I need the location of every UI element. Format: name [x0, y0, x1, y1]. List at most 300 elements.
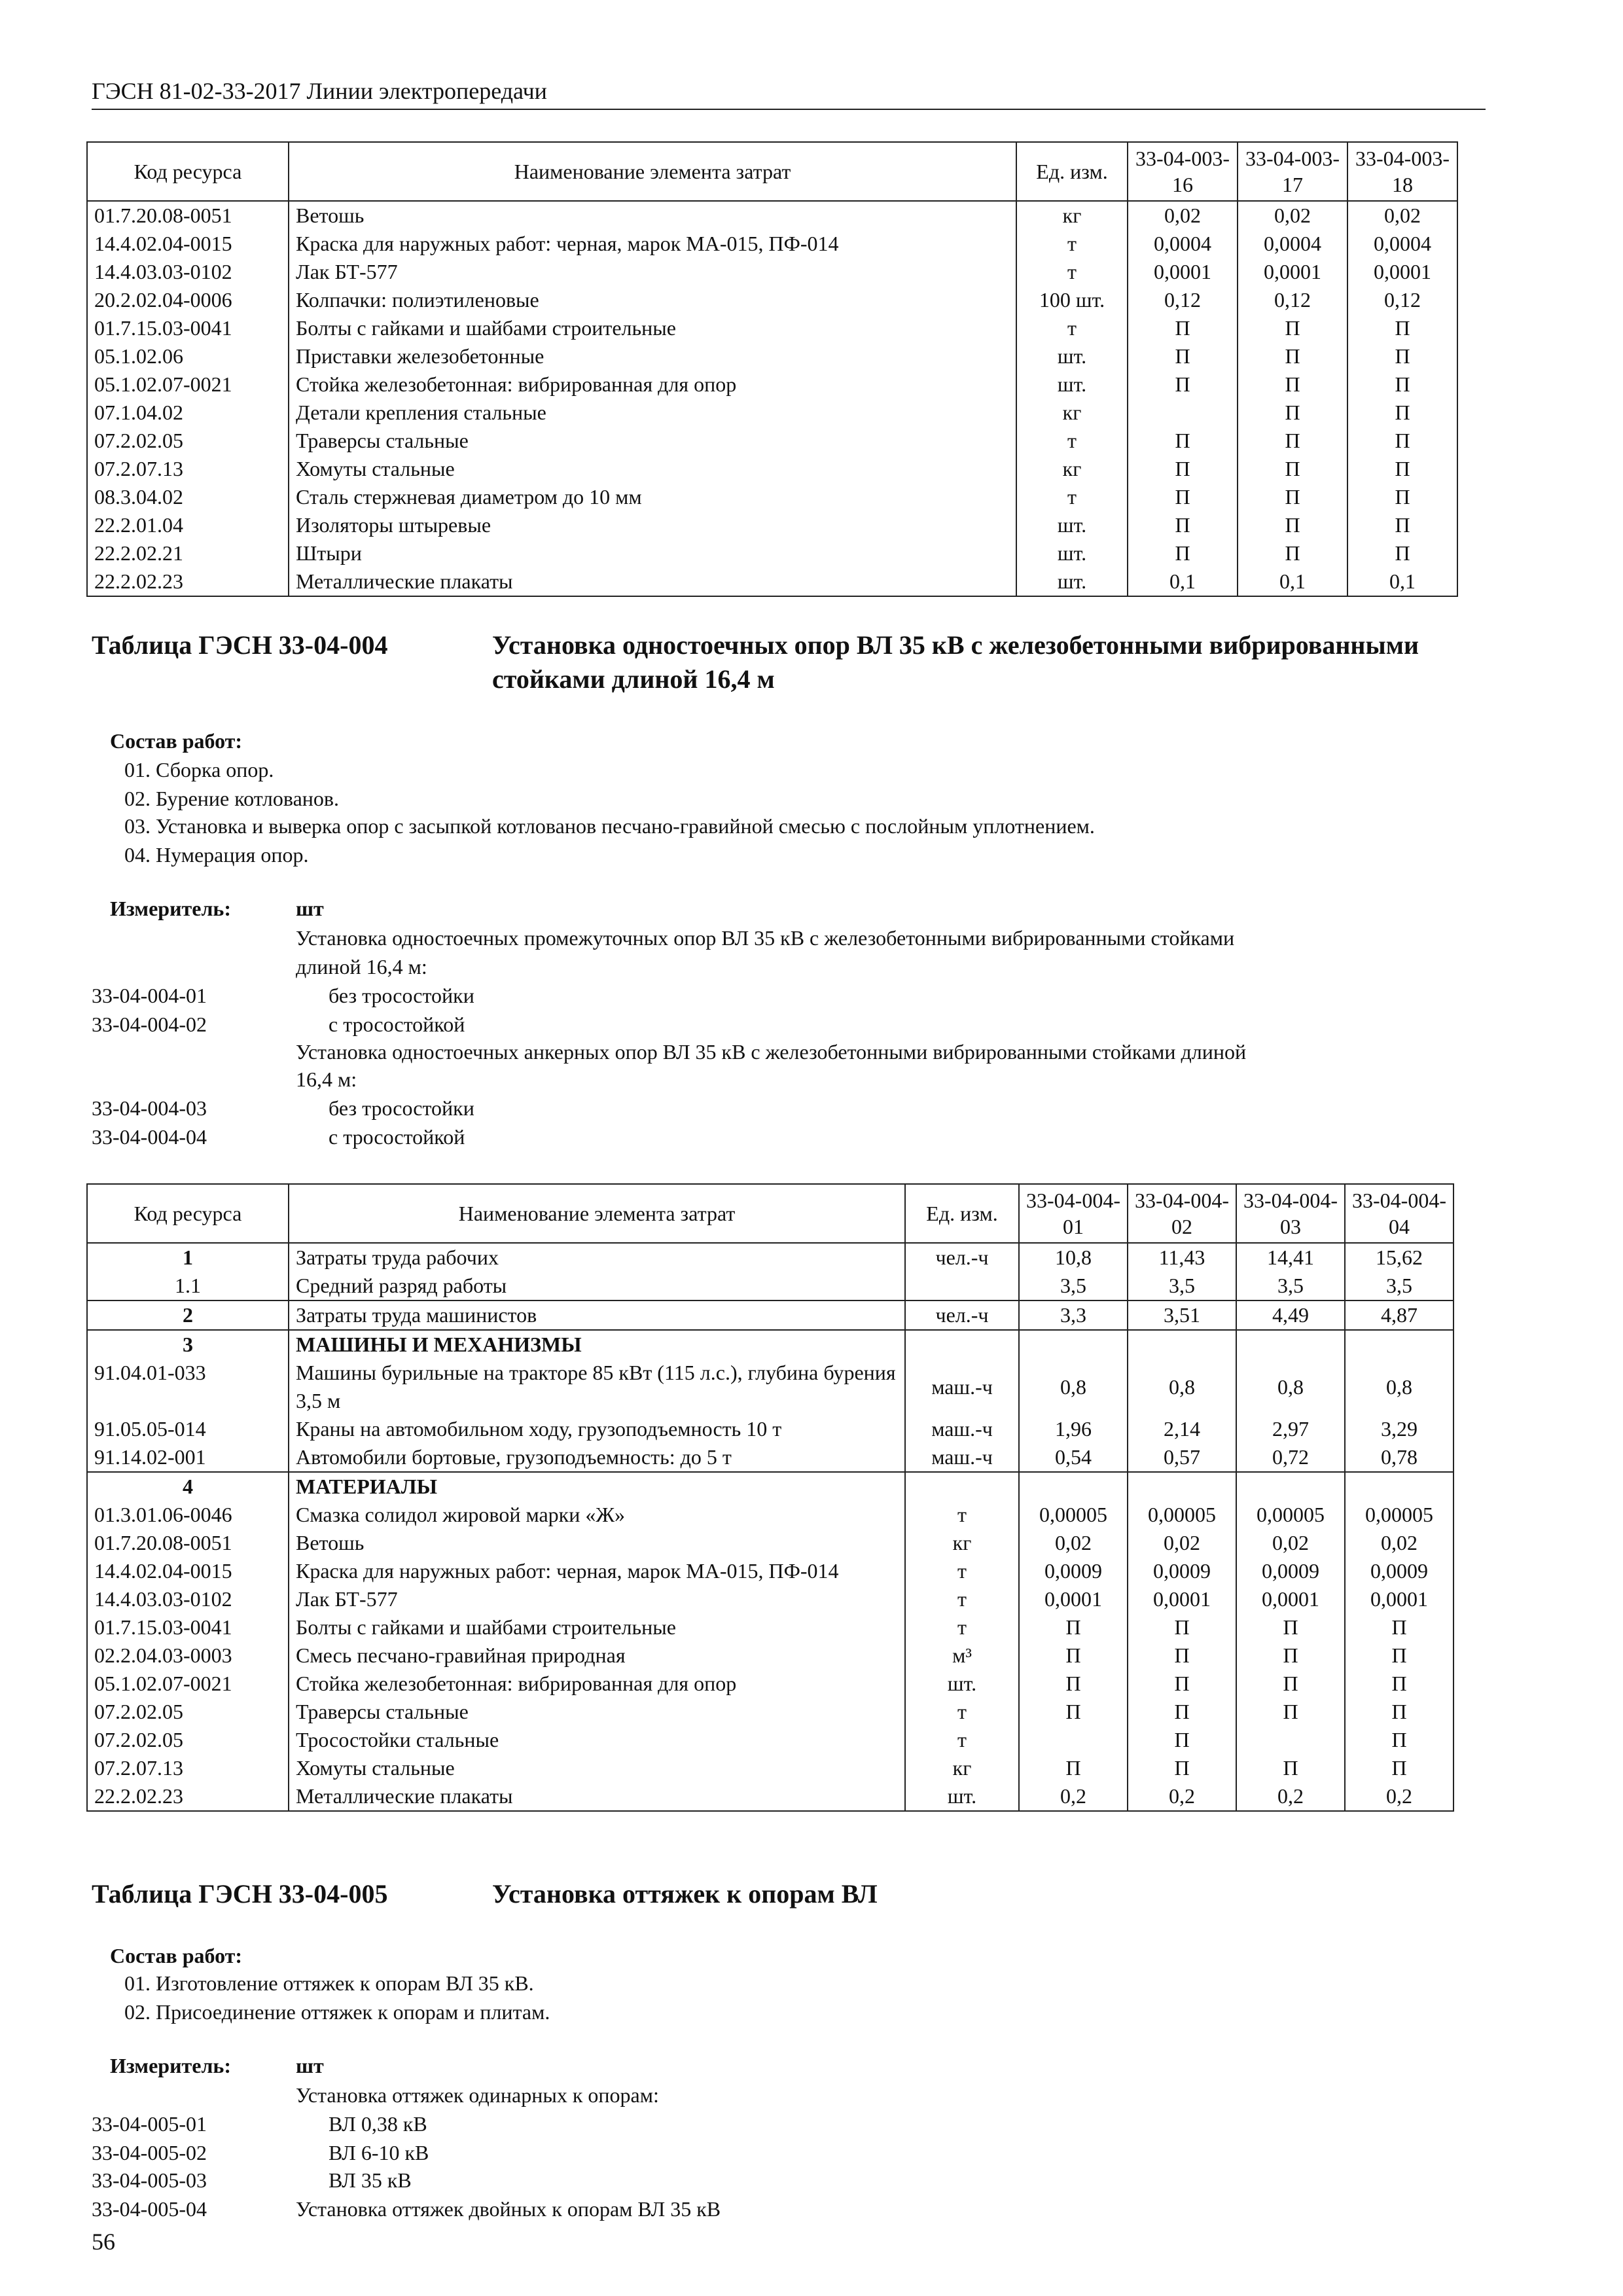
unit-cell: шт.	[1016, 567, 1128, 596]
unit-cell: маш.-ч	[905, 1415, 1019, 1443]
value-cell	[1019, 1330, 1128, 1359]
resource-name-cell: Болты с гайками и шайбами строительные	[289, 1613, 905, 1641]
value-cell: 0,0001	[1019, 1585, 1128, 1613]
value-cell: 0,00005	[1019, 1501, 1128, 1529]
table-row	[87, 1529, 1454, 1557]
resource-table-003	[86, 141, 1458, 597]
unit-cell: кг	[905, 1754, 1019, 1782]
resource-code-cell: 4	[87, 1472, 289, 1501]
value-cell: 3,5	[1019, 1272, 1128, 1300]
resource-name-cell: Краны на автомобильном ходу, грузоподъемность 10 т	[289, 1415, 905, 1443]
resource-name-cell: МАШИНЫ И МЕХАНИЗМЫ	[289, 1330, 905, 1359]
resource-name-cell: Стойка железобетонная: вибрированная для опор	[289, 1670, 905, 1698]
unit-cell: т	[1016, 427, 1128, 455]
col-header: Ед. изм.	[1016, 142, 1128, 201]
value-cell	[1236, 1330, 1345, 1359]
value-cell: 4,87	[1345, 1300, 1454, 1330]
resource-code-cell: 01.7.15.03-0041	[87, 1613, 289, 1641]
norm-code: 33-04-005-01	[92, 2112, 207, 2136]
resource-name-cell: Штыри	[289, 539, 1016, 567]
table-row	[87, 258, 1457, 286]
value-cell: 0,0004	[1238, 230, 1347, 258]
value-cell: П	[1345, 1754, 1454, 1782]
value-cell: П	[1238, 314, 1347, 342]
value-cell: П	[1347, 427, 1457, 455]
value-cell	[1236, 1472, 1345, 1501]
value-cell: 0,1	[1347, 567, 1457, 596]
table-row	[87, 1443, 1454, 1472]
table-row	[87, 1782, 1454, 1811]
resource-name-cell: Затраты труда рабочих	[289, 1243, 905, 1272]
value-cell: П	[1128, 511, 1238, 539]
value-cell: П	[1238, 370, 1347, 399]
value-cell: П	[1236, 1613, 1345, 1641]
col-header: 33-04-004-02	[1128, 1184, 1236, 1243]
resource-code-cell: 14.4.02.04-0015	[87, 1557, 289, 1585]
value-cell: П	[1238, 483, 1347, 511]
unit-cell: чел.-ч	[905, 1300, 1019, 1330]
unit-cell: маш.-ч	[905, 1443, 1019, 1472]
resource-code-cell: 07.2.02.05	[87, 1726, 289, 1754]
value-cell: 0,0009	[1345, 1557, 1454, 1585]
resource-name-cell: Траверсы стальные	[289, 1698, 905, 1726]
unit-cell: т	[905, 1613, 1019, 1641]
table-row	[87, 1670, 1454, 1698]
unit-cell	[905, 1472, 1019, 1501]
value-cell: П	[1128, 1613, 1236, 1641]
resource-code-cell: 22.2.02.23	[87, 567, 289, 596]
unit-cell: т	[905, 1726, 1019, 1754]
norm-desc: без тросостойки	[329, 1096, 474, 1120]
works-label: Состав работ:	[110, 729, 243, 753]
col-header: Код ресурса	[87, 142, 289, 201]
value-cell: 4,49	[1236, 1300, 1345, 1330]
norm-desc: ВЛ 0,38 кВ	[329, 2112, 427, 2136]
value-cell: П	[1238, 539, 1347, 567]
value-cell: П	[1019, 1698, 1128, 1726]
table-row	[87, 1557, 1454, 1585]
value-cell: П	[1347, 314, 1457, 342]
resource-name-cell: Лак БТ-577	[289, 258, 1016, 286]
value-cell: 3,3	[1019, 1300, 1128, 1330]
norm-code: 33-04-004-03	[92, 1096, 207, 1120]
value-cell: 2,97	[1236, 1415, 1345, 1443]
value-cell: П	[1347, 539, 1457, 567]
unit-cell	[905, 1330, 1019, 1359]
value-cell: 0,57	[1128, 1443, 1236, 1472]
unit-cell: шт.	[905, 1782, 1019, 1811]
unit-cell: т	[1016, 314, 1128, 342]
unit-cell: т	[905, 1698, 1019, 1726]
unit-cell: чел.-ч	[905, 1243, 1019, 1272]
value-cell: 1,96	[1019, 1415, 1128, 1443]
resource-name-cell: Машины бурильные на тракторе 85 кВт (115 л.с.), глубина бурения 3,5 м	[289, 1359, 905, 1415]
value-cell: П	[1347, 483, 1457, 511]
table-row	[87, 1415, 1454, 1443]
value-cell: П	[1128, 370, 1238, 399]
table-row	[87, 455, 1457, 483]
table-code-005: Таблица ГЭСН 33-04-005	[92, 1879, 388, 1909]
resource-code-cell: 14.4.03.03-0102	[87, 258, 289, 286]
unit-cell: кг	[1016, 399, 1128, 427]
value-cell: 0,2	[1128, 1782, 1236, 1811]
table-header-row	[87, 1184, 1454, 1243]
value-cell: 0,8	[1128, 1359, 1236, 1415]
unit-cell: т	[1016, 258, 1128, 286]
unit-cell	[905, 1272, 1019, 1300]
resource-code-cell: 08.3.04.02	[87, 483, 289, 511]
resource-code-cell: 02.2.04.03-0003	[87, 1641, 289, 1670]
running-header: ГЭСН 81-02-33-2017 Линии электропередачи	[92, 78, 547, 104]
unit-cell: шт.	[1016, 342, 1128, 370]
resource-code-cell: 91.04.01-033	[87, 1359, 289, 1415]
norm-code: 33-04-004-01	[92, 984, 207, 1007]
resource-name-cell: Краска для наружных работ: черная, марок МА-015, ПФ-014	[289, 1557, 905, 1585]
value-cell: П	[1128, 1698, 1236, 1726]
table-row	[87, 1472, 1454, 1501]
value-cell: П	[1347, 399, 1457, 427]
resource-code-cell: 22.2.02.21	[87, 539, 289, 567]
value-cell: 0,54	[1019, 1443, 1128, 1472]
resource-name-cell: Смазка солидол жировой марки «Ж»	[289, 1501, 905, 1529]
works-label: Состав работ:	[110, 1944, 243, 1967]
value-cell: П	[1128, 483, 1238, 511]
table-row	[87, 511, 1457, 539]
table-row	[87, 1300, 1454, 1330]
value-cell: П	[1128, 1754, 1236, 1782]
unit-cell: кг	[905, 1529, 1019, 1557]
unit-cell: шт.	[1016, 370, 1128, 399]
value-cell: П	[1345, 1726, 1454, 1754]
resource-code-cell: 1	[87, 1243, 289, 1272]
resource-name-cell: Хомуты стальные	[289, 455, 1016, 483]
norm-desc: ВЛ 6-10 кВ	[329, 2141, 429, 2164]
resource-code-cell: 91.05.05-014	[87, 1415, 289, 1443]
value-cell: 0,02	[1345, 1529, 1454, 1557]
table-row	[87, 539, 1457, 567]
work-item: 02. Бурение котлованов.	[124, 787, 340, 810]
value-cell: 11,43	[1128, 1243, 1236, 1272]
unit-cell: шт.	[1016, 539, 1128, 567]
resource-code-cell: 07.2.07.13	[87, 455, 289, 483]
col-header: 33-04-004-01	[1019, 1184, 1128, 1243]
table-row	[87, 483, 1457, 511]
value-cell: 0,0009	[1128, 1557, 1236, 1585]
resource-code-cell: 01.7.15.03-0041	[87, 314, 289, 342]
value-cell: П	[1238, 342, 1347, 370]
table-row	[87, 314, 1457, 342]
table-row	[87, 1726, 1454, 1754]
value-cell: 0,2	[1019, 1782, 1128, 1811]
unit-cell: т	[905, 1557, 1019, 1585]
value-cell	[1345, 1472, 1454, 1501]
meter-label: Измеритель:	[110, 897, 231, 920]
resource-code-cell: 14.4.02.04-0015	[87, 230, 289, 258]
norm-code: 33-04-005-04	[92, 2197, 207, 2221]
value-cell: 0,8	[1345, 1359, 1454, 1415]
table-row	[87, 1272, 1454, 1300]
value-cell: 3,51	[1128, 1300, 1236, 1330]
col-header: Наименование элемента затрат	[289, 142, 1016, 201]
meter-group-line: 16,4 м:	[296, 1067, 357, 1091]
resource-code-cell: 05.1.02.07-0021	[87, 1670, 289, 1698]
work-item: 01. Сборка опор.	[124, 758, 274, 781]
value-cell: П	[1345, 1670, 1454, 1698]
table-name-004: Установка одностоечных опор ВЛ 35 кВ с железобетонными вибрированными стойками длиной 16,4 м	[492, 630, 1419, 694]
work-item: 02. Присоединение оттяжек к опорам и плитам.	[124, 2000, 550, 2024]
meter-unit: шт	[296, 897, 324, 920]
col-header: Ед. изм.	[905, 1184, 1019, 1243]
table-row	[87, 1243, 1454, 1272]
value-cell: П	[1128, 1641, 1236, 1670]
value-cell: 10,8	[1019, 1243, 1128, 1272]
table-row	[87, 1501, 1454, 1529]
table-row	[87, 286, 1457, 314]
table-row	[87, 342, 1457, 370]
table-row	[87, 1330, 1454, 1359]
norm-desc: Установка оттяжек двойных к опорам ВЛ 35 кВ	[296, 2197, 721, 2221]
resource-name-cell: Тросостойки стальные	[289, 1726, 905, 1754]
value-cell: 0,0001	[1128, 258, 1238, 286]
value-cell	[1128, 1472, 1236, 1501]
unit-cell: маш.-ч	[905, 1359, 1019, 1415]
value-cell: 3,29	[1345, 1415, 1454, 1443]
table-row	[87, 230, 1457, 258]
resource-code-cell: 07.2.07.13	[87, 1754, 289, 1782]
unit-cell: шт.	[905, 1670, 1019, 1698]
table-row	[87, 1698, 1454, 1726]
norm-code: 33-04-004-04	[92, 1125, 207, 1149]
value-cell: П	[1128, 1670, 1236, 1698]
resource-code-cell: 22.2.01.04	[87, 511, 289, 539]
value-cell: П	[1236, 1698, 1345, 1726]
meter-group-line: Установка одностоечных промежуточных опор ВЛ 35 кВ с железобетонными вибрированными стойками	[296, 926, 1235, 950]
value-cell: 3,5	[1128, 1272, 1236, 1300]
col-header: 33-04-003-16	[1128, 142, 1238, 201]
value-cell: 0,02	[1347, 201, 1457, 230]
value-cell	[1345, 1330, 1454, 1359]
value-cell: 0,02	[1128, 1529, 1236, 1557]
norm-code: 33-04-004-02	[92, 1013, 207, 1036]
resource-name-cell: Сталь стержневая диаметром до 10 мм	[289, 483, 1016, 511]
unit-cell: шт.	[1016, 511, 1128, 539]
norm-code: 33-04-005-02	[92, 2141, 207, 2164]
work-item: 04. Нумерация опор.	[124, 843, 309, 867]
value-cell: 0,0001	[1347, 258, 1457, 286]
resource-name-cell: Колпачки: полиэтиленовые	[289, 286, 1016, 314]
table-row	[87, 427, 1457, 455]
page-number: 56	[92, 2229, 115, 2255]
norm-desc: без тросостойки	[329, 984, 474, 1007]
value-cell: П	[1347, 511, 1457, 539]
value-cell: П	[1345, 1641, 1454, 1670]
value-cell: 3,5	[1345, 1272, 1454, 1300]
resource-name-cell: Траверсы стальные	[289, 427, 1016, 455]
table-row	[87, 201, 1457, 230]
resource-code-cell: 22.2.02.23	[87, 1782, 289, 1811]
value-cell: 0,8	[1236, 1359, 1345, 1415]
value-cell: П	[1128, 427, 1238, 455]
resource-code-cell: 3	[87, 1330, 289, 1359]
resource-code-cell: 2	[87, 1300, 289, 1330]
value-cell: 0,00005	[1345, 1501, 1454, 1529]
meter-group-line: длиной 16,4 м:	[296, 955, 427, 978]
value-cell: 0,0001	[1236, 1585, 1345, 1613]
value-cell	[1128, 399, 1238, 427]
value-cell: П	[1345, 1613, 1454, 1641]
value-cell: П	[1128, 342, 1238, 370]
value-cell: 0,8	[1019, 1359, 1128, 1415]
value-cell: 0,00005	[1128, 1501, 1236, 1529]
col-header: Наименование элемента затрат	[289, 1184, 905, 1243]
value-cell: П	[1019, 1670, 1128, 1698]
meter-label: Измеритель:	[110, 2054, 231, 2077]
resource-name-cell: Изоляторы штыревые	[289, 511, 1016, 539]
value-cell: П	[1019, 1754, 1128, 1782]
resource-code-cell: 07.2.02.05	[87, 1698, 289, 1726]
resource-name-cell: Автомобили бортовые, грузоподъемность: до 5 т	[289, 1443, 905, 1472]
value-cell: П	[1128, 455, 1238, 483]
resource-name-cell: Металлические плакаты	[289, 567, 1016, 596]
unit-cell: кг	[1016, 455, 1128, 483]
value-cell: 0,0009	[1236, 1557, 1345, 1585]
col-header: 33-04-003-17	[1238, 142, 1347, 201]
value-cell: 14,41	[1236, 1243, 1345, 1272]
unit-cell: т	[1016, 483, 1128, 511]
norm-desc: с тросостойкой	[329, 1125, 465, 1149]
value-cell: 0,0009	[1019, 1557, 1128, 1585]
value-cell: П	[1128, 539, 1238, 567]
resource-name-cell: Затраты труда машинистов	[289, 1300, 905, 1330]
resource-name-cell: МАТЕРИАЛЫ	[289, 1472, 905, 1501]
value-cell: П	[1347, 370, 1457, 399]
work-item: 03. Установка и выверка опор с засыпкой котлованов песчано-гравийной смесью с послойным уплотнением.	[124, 814, 1095, 838]
value-cell: 0,02	[1236, 1529, 1345, 1557]
resource-name-cell: Металлические плакаты	[289, 1782, 905, 1811]
value-cell: 0,00005	[1236, 1501, 1345, 1529]
meter-group-line: Установка оттяжек одинарных к опорам:	[296, 2083, 659, 2107]
unit-cell: т	[905, 1501, 1019, 1529]
table-body	[87, 1243, 1454, 1811]
resource-name-cell: Хомуты стальные	[289, 1754, 905, 1782]
resource-name-cell: Средний разряд работы	[289, 1272, 905, 1300]
value-cell: П	[1236, 1670, 1345, 1698]
value-cell: 0,12	[1128, 286, 1238, 314]
table-row	[87, 1585, 1454, 1613]
value-cell: 0,78	[1345, 1443, 1454, 1472]
resource-code-cell: 91.14.02-001	[87, 1443, 289, 1472]
value-cell: 15,62	[1345, 1243, 1454, 1272]
resource-name-cell: Ветошь	[289, 1529, 905, 1557]
value-cell: П	[1019, 1641, 1128, 1670]
table-row	[87, 1613, 1454, 1641]
col-header: 33-04-003-18	[1347, 142, 1457, 201]
value-cell: П	[1238, 455, 1347, 483]
resource-name-cell: Детали крепления стальные	[289, 399, 1016, 427]
value-cell: П	[1347, 455, 1457, 483]
value-cell: П	[1128, 314, 1238, 342]
value-cell: 2,14	[1128, 1415, 1236, 1443]
value-cell: П	[1238, 511, 1347, 539]
table-row	[87, 1754, 1454, 1782]
value-cell: 3,5	[1236, 1272, 1345, 1300]
resource-code-cell: 01.7.20.08-0051	[87, 1529, 289, 1557]
value-cell: 0,02	[1238, 201, 1347, 230]
col-header: 33-04-004-03	[1236, 1184, 1345, 1243]
table-name-005: Установка оттяжек к опорам ВЛ	[492, 1879, 878, 1909]
resource-code-cell: 20.2.02.04-0006	[87, 286, 289, 314]
resource-code-cell: 14.4.03.03-0102	[87, 1585, 289, 1613]
value-cell: П	[1236, 1641, 1345, 1670]
value-cell	[1128, 1330, 1236, 1359]
norm-desc: ВЛ 35 кВ	[329, 2168, 412, 2192]
unit-cell: кг	[1016, 201, 1128, 230]
table-body	[87, 201, 1457, 596]
value-cell: 0,12	[1347, 286, 1457, 314]
value-cell: 0,1	[1128, 567, 1238, 596]
value-cell: 0,02	[1128, 201, 1238, 230]
value-cell: П	[1236, 1754, 1345, 1782]
unit-cell: м³	[905, 1641, 1019, 1670]
value-cell	[1019, 1726, 1128, 1754]
resource-code-cell: 05.1.02.06	[87, 342, 289, 370]
value-cell	[1019, 1472, 1128, 1501]
resource-name-cell: Болты с гайками и шайбами строительные	[289, 314, 1016, 342]
table-row	[87, 399, 1457, 427]
value-cell: 0,02	[1019, 1529, 1128, 1557]
header-rule	[92, 109, 1486, 110]
value-cell: 0,2	[1236, 1782, 1345, 1811]
resource-name-cell: Приставки железобетонные	[289, 342, 1016, 370]
unit-cell: т	[905, 1585, 1019, 1613]
value-cell: 0,12	[1238, 286, 1347, 314]
value-cell: П	[1238, 399, 1347, 427]
norm-desc: с тросостойкой	[329, 1013, 465, 1036]
value-cell	[1236, 1726, 1345, 1754]
norm-code: 33-04-005-03	[92, 2168, 207, 2192]
resource-code-cell: 07.2.02.05	[87, 427, 289, 455]
table-row	[87, 370, 1457, 399]
table-row	[87, 1359, 1454, 1415]
resource-name-cell: Стойка железобетонная: вибрированная для опор	[289, 370, 1016, 399]
resource-name-cell: Ветошь	[289, 201, 1016, 230]
value-cell: П	[1347, 342, 1457, 370]
value-cell: 0,1	[1238, 567, 1347, 596]
unit-cell: т	[1016, 230, 1128, 258]
resource-code-cell: 01.3.01.06-0046	[87, 1501, 289, 1529]
value-cell: 0,0001	[1345, 1585, 1454, 1613]
value-cell: 0,72	[1236, 1443, 1345, 1472]
resource-code-cell: 07.1.04.02	[87, 399, 289, 427]
resource-name-cell: Лак БТ-577	[289, 1585, 905, 1613]
value-cell: 0,0004	[1347, 230, 1457, 258]
table-code-004: Таблица ГЭСН 33-04-004	[92, 630, 388, 660]
value-cell: П	[1345, 1698, 1454, 1726]
meter-unit: шт	[296, 2054, 324, 2077]
value-cell: 0,2	[1345, 1782, 1454, 1811]
col-header: 33-04-004-04	[1345, 1184, 1454, 1243]
resource-name-cell: Краска для наружных работ: черная, марок МА-015, ПФ-014	[289, 230, 1016, 258]
resource-code-cell: 05.1.02.07-0021	[87, 370, 289, 399]
value-cell: 0,0004	[1128, 230, 1238, 258]
value-cell: П	[1238, 427, 1347, 455]
resource-table-004	[86, 1183, 1454, 1812]
value-cell: П	[1019, 1613, 1128, 1641]
table-row	[87, 567, 1457, 596]
table-header-row	[87, 142, 1457, 201]
col-header: Код ресурса	[87, 1184, 289, 1243]
resource-code-cell: 1.1	[87, 1272, 289, 1300]
